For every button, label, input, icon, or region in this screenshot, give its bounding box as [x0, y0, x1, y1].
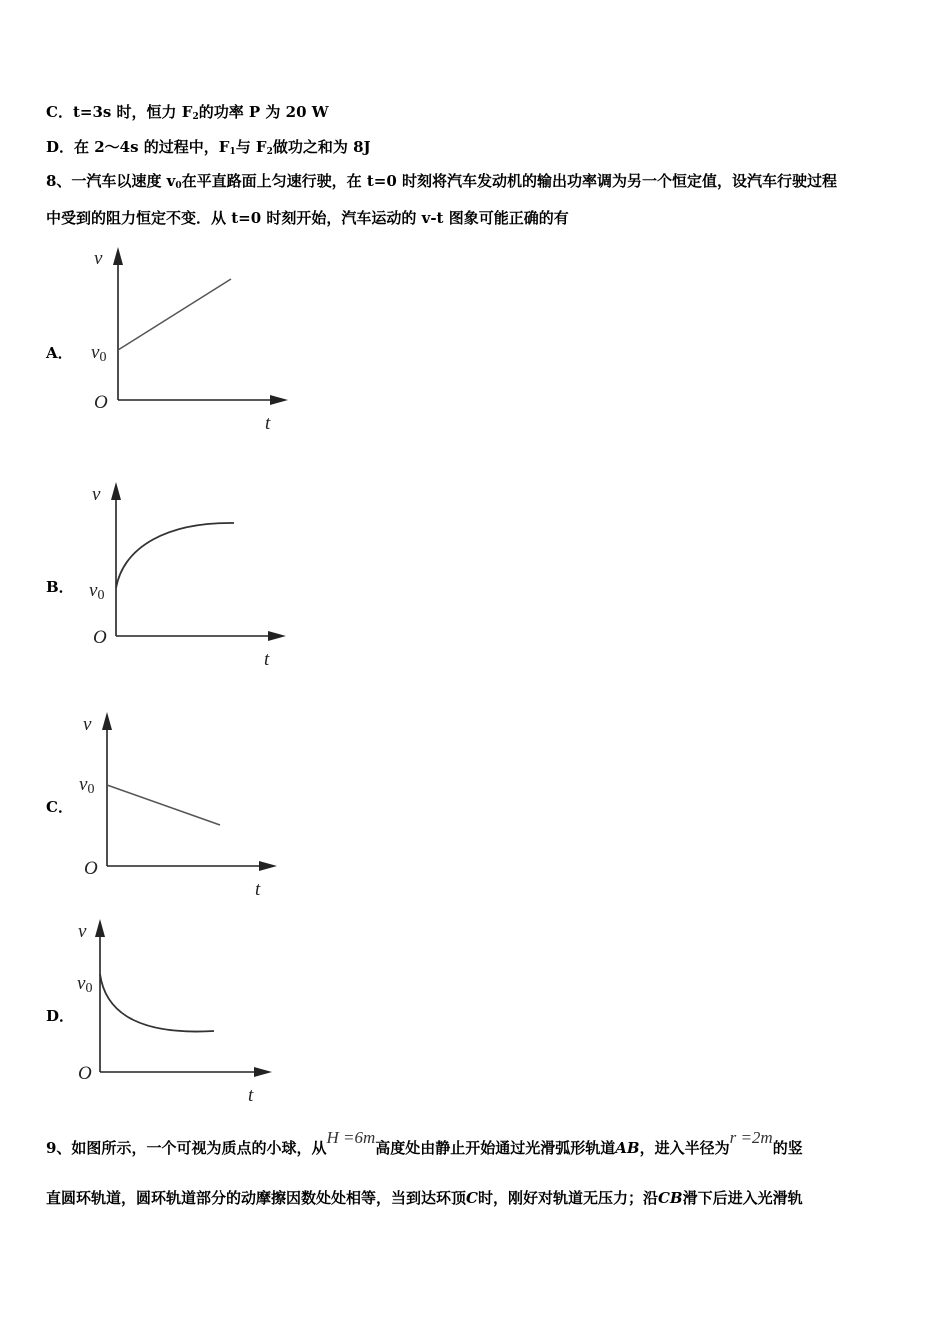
graph-d — [76, 917, 276, 1107]
origin-label: O — [93, 627, 107, 648]
q9-stem-line2: 直圆环轨道，圆环轨道部分的动摩擦因数处处相等，当到达环顶C时，刚好对轨道无压力；沿CB滑下后进入光滑轨 — [46, 1189, 803, 1207]
t-axis-arrow-icon — [259, 861, 277, 871]
q8-option-d-label: D． — [46, 1007, 75, 1025]
v0-label: v0 — [79, 774, 95, 797]
t-axis-arrow-icon — [268, 631, 286, 641]
t-axis-label: t — [255, 879, 261, 900]
q9-stem-line1: 9、如图所示，一个可视为质点的小球，从H =6m高度处由静止开始通过光滑弧形轨道AB，进入半径为r =2m的竖 — [46, 1128, 803, 1157]
v-axis-arrow-icon — [113, 247, 123, 265]
q8-option-a-label: A． — [46, 344, 73, 362]
v0-label: v0 — [89, 580, 105, 603]
t-axis-label: t — [264, 649, 270, 670]
v-axis-label: v — [78, 921, 87, 942]
v0-label: v0 — [77, 973, 93, 996]
t-axis-label: t — [265, 413, 271, 434]
v-axis-arrow-icon — [102, 712, 112, 730]
radius-expression: r =2m — [729, 1128, 773, 1147]
v-axis-arrow-icon — [95, 919, 105, 937]
q8-stem-line2: 中受到的阻力恒定不变．从 t=0 时刻开始，汽车运动的 v-t 图象可能正确的有 — [46, 209, 569, 227]
v0-label: v0 — [91, 342, 107, 365]
origin-label: O — [94, 392, 108, 413]
v-axis-label: v — [94, 248, 103, 269]
vt-curve — [100, 974, 214, 1032]
origin-label: O — [84, 858, 98, 879]
height-expression: H =6m — [326, 1128, 376, 1147]
graph-a — [88, 245, 288, 435]
q7-option-d: D．在 2～4s 的过程中，$F_1$与 $F_2$做功之和为 8J — [46, 138, 371, 157]
vt-curve — [107, 785, 220, 825]
q8-stem-line1: 8、一汽车以速度 $v_0$在平直路面上匀速行驶，在 t=0 时刻将汽车发动机的输出功率调为另一个恒定值，设汽车行驶过程 — [46, 172, 838, 191]
graph-c — [78, 710, 278, 900]
q7-option-c: C．t=3s 时，恒力 $F_2$的功率 P 为 20 W — [46, 103, 329, 122]
t-axis-label: t — [248, 1085, 254, 1106]
q8-option-b-label: B． — [46, 578, 74, 596]
vt-curve — [116, 523, 234, 588]
t-axis-arrow-icon — [270, 395, 288, 405]
vt-curve — [118, 279, 231, 350]
v-axis-arrow-icon — [111, 482, 121, 500]
graph-b — [88, 480, 288, 670]
origin-label: O — [78, 1063, 92, 1084]
t-axis-arrow-icon — [254, 1067, 272, 1077]
q8-option-c-label: C． — [46, 798, 73, 816]
v-axis-label: v — [83, 714, 92, 735]
v-axis-label: v — [92, 484, 101, 505]
